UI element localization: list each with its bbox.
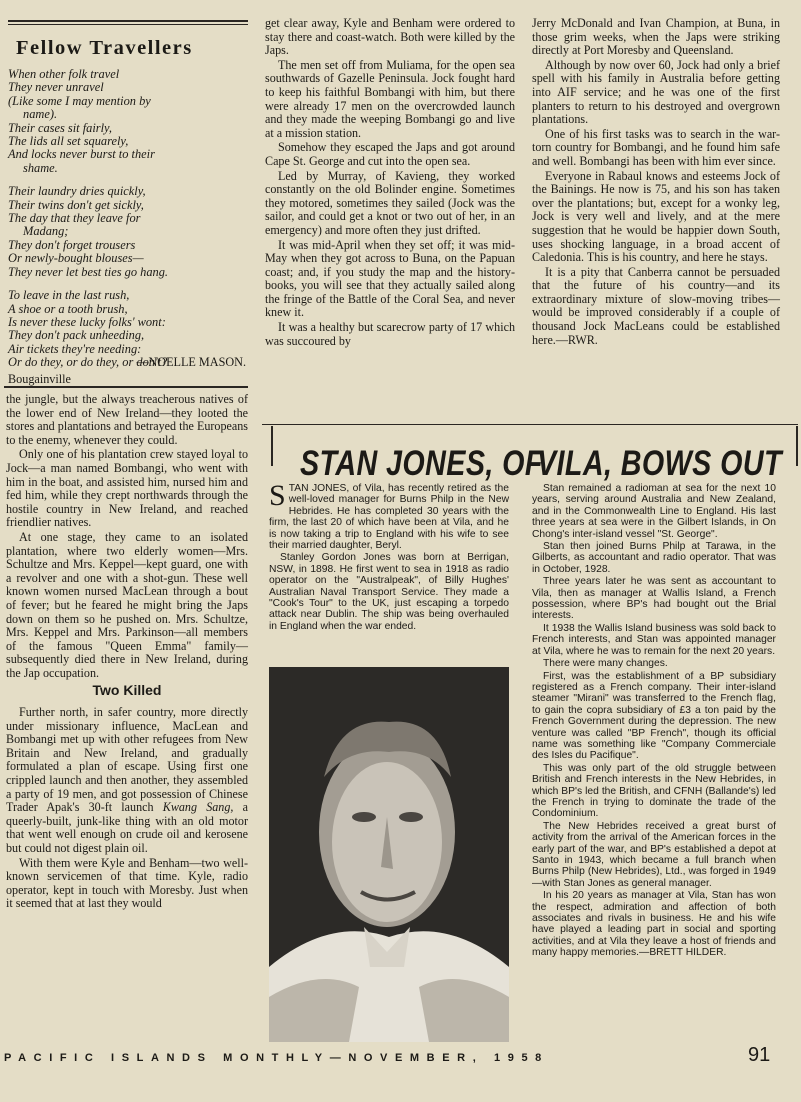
poem-body: [8, 68, 248, 380]
poem-title: Fellow Travellers: [16, 37, 193, 59]
paragraph: Everyone in Rabaul knows and esteems Jock of the Bainings. He now is 75, and his son has taken over the plantations; but, except for a wonky leg, Jock is very well and lively, and at the mere suggestion that he would be happier down South, uses shocking language, in a broad accent of Caledonia. This is his country, and here he stays.: [532, 168, 780, 265]
poem-line: And locks never burst to their: [8, 147, 155, 162]
poem-line: Their twins don't get sickly,: [8, 197, 144, 212]
paragraph: It 1938 the Wallis Island business was sold back to French interests, and Stan was appointed manager at Vila, where he was to remain for the next 20 years.: [532, 622, 776, 657]
poem-line: Air tickets they're needing:: [8, 341, 142, 356]
poem-line: Or do they, or do they, or don't?: [8, 355, 168, 370]
column-2: [265, 17, 515, 349]
poem-line: Is never these lucky folks' wont:: [8, 314, 166, 329]
paragraph: It was mid-April when they set off; it was mid-May when they got across to Buna, on the Papuan coast; and, if you study the map and the history-books, you will see that they actually sailed along the fringe of the Battle of the Coral Sea, and never knew it.: [265, 237, 515, 320]
headline-left-bar: [271, 426, 273, 466]
paragraph: Three years later he was sent as accountant to Vila, then as manager at Wallis Island, a French possession, where BP's had bought out the Brial interests.: [532, 576, 776, 622]
subheading-two-killed: Two Killed: [92, 682, 162, 699]
poem-top-rule: [8, 20, 248, 22]
paragraph: It is a pity that Canberra cannot be persuaded that the future of his country—and its extraordinary mixture of slow-moving tribes—would be improved considerably if a couple of thousand Jock MacLeans could be established here.—RWR.: [532, 264, 780, 347]
paragraph: Stan remained a radioman at sea for the next 10 years, serving around Australia and New Zealand, and in the Commonwealth Line to England. His last three years at sea were in the Gilbert Islands, in On Chong's inter-island vessel "St. George".: [532, 483, 776, 540]
poem-top-rule-2: [8, 24, 248, 25]
column-3: [532, 17, 780, 348]
paragraph: Led by Murray, of Kavieng, they worked constantly on the old Bolinder engine. Sometimes they motored, sometimes they sailed (Jock was the sailor, and could get a knot or two out of her, in an emergency) and more often they just drifted.: [265, 168, 515, 237]
launch-name: Kwang Sang,: [162, 800, 234, 815]
paragraph: The men set off from Muliama, for the open sea southwards of Gazelle Peninsula. Jock fought hard to keep his faithful Bombangi with him, but there were already 17 men on the overcrowded launch and they made the weeping Bombangi go and live at a mission station.: [265, 57, 515, 140]
paragraph: With them were Kyle and Benham—two well-known servicemen of that time. Kyle, radio operator, kept in touch with Moresby. Just when it seemed that at last they would: [6, 855, 248, 911]
paragraph: It was a healthy but scarecrow party of 17 which was succoured by: [265, 320, 515, 348]
poem-place: Bougainville: [8, 372, 71, 386]
paragraph: the jungle, but the always treacherous natives of the lower end of New Ireland—they looted the stores and plantations and betrayed the Europeans to the enemy, whenever they could.: [6, 392, 248, 447]
poem-line: name).: [23, 107, 58, 122]
poem-line: They never let best ties go hang.: [8, 264, 169, 279]
poem-line: shame.: [23, 160, 58, 175]
poem-line: The lids all set squarely,: [8, 134, 129, 149]
headline-right: VILA, BOWS OUT: [537, 444, 782, 483]
poem-line: Or newly-bought blouses—: [8, 251, 144, 266]
poem-line: (Like some I may mention by: [8, 93, 151, 108]
stan-article-left: [269, 479, 509, 633]
poem-line: Their laundry dries quickly,: [8, 184, 146, 199]
paragraph: This was only part of the old struggle between British and French interests in the New Hebrides, in which BP's led the British, and CFNH (Ballande's) led the French in trying to dominate the trade of the Condominium.: [532, 762, 776, 820]
paragraph-text: Further north, in safer country, more directly under missionary influence, MacLean and Bombangi met up with other refugees from New Britain and New Ireland, and gradually formulated a plan of escape. Using first one crippled launch and then another, they assembled a party of 19 men, and got possession of Chinese Trader Apak's 30-ft launch: [6, 705, 248, 815]
paragraph: Although by now over 60, Jock had only a brief spell with his family in Australia before getting into AIF service; and he was one of the first planters to return to his destroyed and overgrown plantations.: [532, 57, 780, 127]
paragraph: There were many changes.: [543, 658, 668, 670]
paragraph: One of his first tasks was to search in the war-torn country for Bombangi, and he found him safe and well. Bombangi has been with him ever since.: [532, 126, 780, 168]
drop-cap: S: [269, 479, 286, 512]
paragraph: get clear away, Kyle and Benham were ordered to stay there and coast-watch. Both were killed by the Japs.: [265, 16, 515, 58]
poem-line: They never unravel: [8, 80, 104, 95]
paragraph: First, was the establishment of a BP subsidiary registered as a French company. Their inter-island steamer "Mirani" was transferred to the French flag, to gain the copra subsidiary of £3 a ton paid by the French Government during the depression. The new venture was called "BP French", though its official name was something like "Company Commerciale des Isles du Pacifique".: [532, 670, 776, 762]
paragraph: At one stage, they came to an isolated plantation, where two elderly women—Mrs. Schultze and Mrs. Keppel—kept guard, one with a revolver and one with a shot-gun. These well known women nursed MacLean through a bout of fever; but he feared he might bring the Japs down on them so he pushed on. Mrs. Schultze, Mrs. Keppel and Mrs. Parkinson—all members of the famous "Queen Emma" family—subsequently died there in New Ireland, during the Jap occupation.: [6, 529, 248, 680]
paragraph: Stan then joined Burns Philp at Tarawa, in the Gilberts, as accountant and radio operator. That was in October, 1928.: [532, 541, 776, 575]
column-1: [6, 393, 248, 912]
poem-line: When other folk travel: [8, 67, 120, 81]
headline-right-bar: [796, 426, 798, 466]
poem-line: A shoe or a tooth brush,: [8, 301, 128, 316]
stan-article-right: [532, 483, 776, 960]
paragraph-text: a queerly-built, junk-like thing with an old motor that went well enough on crude oil and kerosene but could not digest plain oil.: [6, 800, 249, 855]
paragraph: [269, 479, 509, 552]
poem-line: They don't forget trousers: [8, 237, 136, 252]
poem-line: To leave in the last rush,: [8, 288, 130, 303]
poem-bottom-rule: [4, 386, 248, 388]
footer-masthead: PACIFIC ISLANDS MONTHLY—NOVEMBER, 1958: [4, 1052, 549, 1064]
portrait-illustration: [269, 667, 509, 1042]
page-number: 91: [748, 1044, 771, 1066]
poem-author: —NOELLE MASON.: [136, 355, 246, 369]
paragraph: Jerry McDonald and Ivan Champion, at Buna, in those grim weeks, when the Japs were striking directly at Port Moresby and Queensland.: [532, 16, 780, 58]
poem-signature: [8, 355, 246, 387]
poem-line: They don't pack unheeding,: [8, 328, 145, 343]
paragraph: Stanley Gordon Jones was born at Berrigan, NSW, in 1898. He first went to sea in 1918 as radio operator on the "Australpeak", of Billy Hughes' Australian Naval Transport Service. They made a "Cook's Tour" to the UK, just escaping a torpedo attack near Dublin. The ship was being overhauled in England when the war ended.: [269, 552, 509, 632]
stan-jones-portrait-photo: [269, 667, 509, 1042]
paragraph: The New Hebrides received a great burst of activity from the arrival of the American forces in the early part of the war, and BP's established a depot at Santo in 1943, which became a full branch when Burns Philp (New Hebrides), Ltd., was forged in 1949—with Stan Jones as general manager.: [532, 820, 776, 889]
paragraph-text: TAN JONES, of Vila, has recently retired as the well-loved manager for Burns Philp in the New Hebrides. He has completed 30 years with the firm, the last 20 of which have been at Vila, and he is now taking a trip to England with his wife to see their married daughter, Beryl.: [269, 483, 509, 552]
paragraph: [6, 706, 248, 856]
poem-line: The day that they leave for: [8, 211, 141, 226]
headline-top-rule: [262, 424, 798, 425]
poem-stanza-2: [8, 185, 248, 279]
paragraph: Somehow they escaped the Japs and got around Cape St. George and cut into the open sea.: [265, 140, 515, 168]
poem-stanza-1: [8, 68, 248, 175]
paragraph: In his 20 years as manager at Vila, Stan has won the respect, admiration and affection of both associates and rivals in business. He and his wife have played a leading part in social and sporting activities, and at Vila they leave a host of friends and many happy memories.—BRETT HILDER.: [532, 890, 776, 959]
poem-line: Madang;: [23, 224, 69, 239]
paragraph: Only one of his plantation crew stayed loyal to Jock—a man named Bombangi, who went with him in the boat, and assisted him, nursed him and fed him, while they crept northwards through the hostile country in New Ireland, and reached friendlier natives.: [6, 447, 248, 530]
poem-line: Their cases sit fairly,: [8, 120, 112, 135]
headline-left: STAN JONES, OF: [300, 444, 543, 483]
